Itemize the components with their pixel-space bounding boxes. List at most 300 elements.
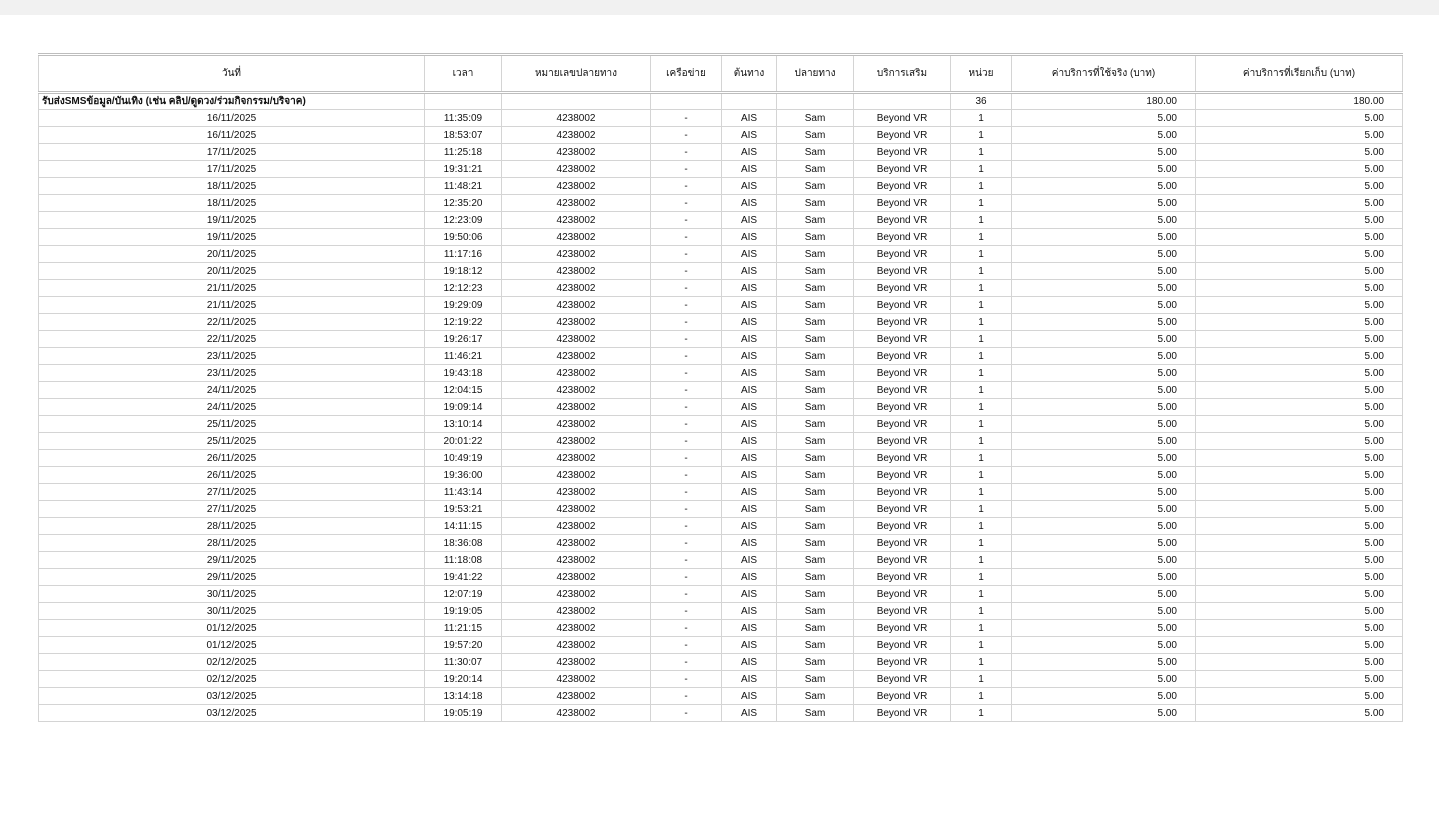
cell-network: - bbox=[651, 705, 722, 722]
cell-number: 4238002 bbox=[502, 246, 651, 263]
cell-destination: Sam bbox=[777, 518, 854, 535]
cell-network: - bbox=[651, 637, 722, 654]
header-row bbox=[39, 55, 1403, 93]
cell-destination: Sam bbox=[777, 212, 854, 229]
cell-time: 12:35:20 bbox=[425, 195, 502, 212]
cell-time: 19:05:19 bbox=[425, 705, 502, 722]
billing-sheet bbox=[38, 53, 1402, 722]
cell-service: Beyond VR bbox=[854, 671, 951, 688]
cell-origin: AIS bbox=[722, 535, 777, 552]
cell-date: 25/11/2025 bbox=[39, 433, 425, 450]
cell-number: 4238002 bbox=[502, 297, 651, 314]
cell-unit: 1 bbox=[951, 433, 1012, 450]
cell-unit: 1 bbox=[951, 450, 1012, 467]
cell-network: - bbox=[651, 552, 722, 569]
cell-number: 4238002 bbox=[502, 518, 651, 535]
cell-number: 4238002 bbox=[502, 382, 651, 399]
cell-unit: 1 bbox=[951, 348, 1012, 365]
cell-network: - bbox=[651, 467, 722, 484]
header-origin: ต้นทาง bbox=[722, 55, 777, 93]
cell-time: 19:31:21 bbox=[425, 161, 502, 178]
cell-charged-fee: 5.00 bbox=[1196, 637, 1403, 654]
cell-unit: 1 bbox=[951, 518, 1012, 535]
cell-charged-fee: 5.00 bbox=[1196, 654, 1403, 671]
table-row bbox=[39, 178, 1403, 195]
group-unit: 36 bbox=[951, 93, 1012, 110]
cell-unit: 1 bbox=[951, 484, 1012, 501]
cell-time: 11:25:18 bbox=[425, 144, 502, 161]
cell-network: - bbox=[651, 212, 722, 229]
cell-time: 19:20:14 bbox=[425, 671, 502, 688]
cell-number: 4238002 bbox=[502, 195, 651, 212]
cell-origin: AIS bbox=[722, 637, 777, 654]
cell-date: 30/11/2025 bbox=[39, 586, 425, 603]
cell-date: 19/11/2025 bbox=[39, 229, 425, 246]
table-row bbox=[39, 552, 1403, 569]
cell-actual-fee: 5.00 bbox=[1012, 263, 1196, 280]
cell-charged-fee: 5.00 bbox=[1196, 382, 1403, 399]
cell-date: 24/11/2025 bbox=[39, 382, 425, 399]
cell-destination: Sam bbox=[777, 620, 854, 637]
cell-number: 4238002 bbox=[502, 110, 651, 127]
cell-date: 30/11/2025 bbox=[39, 603, 425, 620]
cell-unit: 1 bbox=[951, 212, 1012, 229]
cell-time: 10:49:19 bbox=[425, 450, 502, 467]
cell-actual-fee: 5.00 bbox=[1012, 212, 1196, 229]
cell-charged-fee: 5.00 bbox=[1196, 314, 1403, 331]
table-row bbox=[39, 161, 1403, 178]
cell-time: 19:19:05 bbox=[425, 603, 502, 620]
cell-service: Beyond VR bbox=[854, 229, 951, 246]
cell-origin: AIS bbox=[722, 569, 777, 586]
cell-destination: Sam bbox=[777, 144, 854, 161]
cell-unit: 1 bbox=[951, 586, 1012, 603]
cell-unit: 1 bbox=[951, 382, 1012, 399]
cell-service: Beyond VR bbox=[854, 603, 951, 620]
cell-date: 02/12/2025 bbox=[39, 671, 425, 688]
table-row bbox=[39, 416, 1403, 433]
cell-time: 14:11:15 bbox=[425, 518, 502, 535]
cell-destination: Sam bbox=[777, 535, 854, 552]
table-row bbox=[39, 144, 1403, 161]
cell-service: Beyond VR bbox=[854, 382, 951, 399]
cell-actual-fee: 5.00 bbox=[1012, 314, 1196, 331]
cell-unit: 1 bbox=[951, 144, 1012, 161]
cell-unit: 1 bbox=[951, 467, 1012, 484]
cell-date: 29/11/2025 bbox=[39, 569, 425, 586]
cell-unit: 1 bbox=[951, 246, 1012, 263]
header-charged-fee: ค่าบริการที่เรียกเก็บ (บาท) bbox=[1196, 55, 1403, 93]
group-charged-fee: 180.00 bbox=[1196, 93, 1403, 110]
cell-charged-fee: 5.00 bbox=[1196, 144, 1403, 161]
cell-network: - bbox=[651, 586, 722, 603]
cell-origin: AIS bbox=[722, 603, 777, 620]
cell-charged-fee: 5.00 bbox=[1196, 433, 1403, 450]
cell-service: Beyond VR bbox=[854, 654, 951, 671]
cell-destination: Sam bbox=[777, 569, 854, 586]
cell-destination: Sam bbox=[777, 654, 854, 671]
cell-service: Beyond VR bbox=[854, 331, 951, 348]
cell-number: 4238002 bbox=[502, 450, 651, 467]
cell-time: 19:57:20 bbox=[425, 637, 502, 654]
cell-origin: AIS bbox=[722, 705, 777, 722]
cell-time: 19:43:18 bbox=[425, 365, 502, 382]
cell-unit: 1 bbox=[951, 637, 1012, 654]
cell-charged-fee: 5.00 bbox=[1196, 705, 1403, 722]
cell-time: 19:29:09 bbox=[425, 297, 502, 314]
cell-charged-fee: 5.00 bbox=[1196, 297, 1403, 314]
cell-charged-fee: 5.00 bbox=[1196, 671, 1403, 688]
cell-origin: AIS bbox=[722, 654, 777, 671]
cell-origin: AIS bbox=[722, 433, 777, 450]
cell-service: Beyond VR bbox=[854, 450, 951, 467]
cell-time: 12:23:09 bbox=[425, 212, 502, 229]
cell-unit: 1 bbox=[951, 161, 1012, 178]
cell-network: - bbox=[651, 178, 722, 195]
table-row bbox=[39, 654, 1403, 671]
cell-date: 23/11/2025 bbox=[39, 365, 425, 382]
cell-date: 27/11/2025 bbox=[39, 484, 425, 501]
cell-charged-fee: 5.00 bbox=[1196, 620, 1403, 637]
cell-number: 4238002 bbox=[502, 501, 651, 518]
cell-origin: AIS bbox=[722, 246, 777, 263]
cell-time: 11:46:21 bbox=[425, 348, 502, 365]
cell-actual-fee: 5.00 bbox=[1012, 280, 1196, 297]
cell-network: - bbox=[651, 654, 722, 671]
cell-time: 18:53:07 bbox=[425, 127, 502, 144]
table-row bbox=[39, 484, 1403, 501]
cell-network: - bbox=[651, 518, 722, 535]
cell-number: 4238002 bbox=[502, 127, 651, 144]
cell-time: 19:18:12 bbox=[425, 263, 502, 280]
cell-actual-fee: 5.00 bbox=[1012, 144, 1196, 161]
cell-actual-fee: 5.00 bbox=[1012, 671, 1196, 688]
cell-charged-fee: 5.00 bbox=[1196, 229, 1403, 246]
cell-date: 23/11/2025 bbox=[39, 348, 425, 365]
cell-service: Beyond VR bbox=[854, 484, 951, 501]
cell-destination: Sam bbox=[777, 110, 854, 127]
group-cell-time bbox=[425, 93, 502, 110]
cell-unit: 1 bbox=[951, 399, 1012, 416]
table-row bbox=[39, 348, 1403, 365]
cell-origin: AIS bbox=[722, 399, 777, 416]
cell-service: Beyond VR bbox=[854, 399, 951, 416]
cell-unit: 1 bbox=[951, 314, 1012, 331]
cell-number: 4238002 bbox=[502, 229, 651, 246]
table-row bbox=[39, 263, 1403, 280]
cell-actual-fee: 5.00 bbox=[1012, 110, 1196, 127]
cell-actual-fee: 5.00 bbox=[1012, 178, 1196, 195]
cell-unit: 1 bbox=[951, 620, 1012, 637]
cell-number: 4238002 bbox=[502, 484, 651, 501]
table-row bbox=[39, 586, 1403, 603]
header-dest-number: หมายเลขปลายทาง bbox=[502, 55, 651, 93]
cell-unit: 1 bbox=[951, 569, 1012, 586]
cell-network: - bbox=[651, 331, 722, 348]
table-row bbox=[39, 518, 1403, 535]
cell-charged-fee: 5.00 bbox=[1196, 331, 1403, 348]
cell-destination: Sam bbox=[777, 263, 854, 280]
cell-number: 4238002 bbox=[502, 433, 651, 450]
table-row bbox=[39, 671, 1403, 688]
cell-network: - bbox=[651, 382, 722, 399]
cell-number: 4238002 bbox=[502, 178, 651, 195]
table-row bbox=[39, 297, 1403, 314]
cell-actual-fee: 5.00 bbox=[1012, 518, 1196, 535]
cell-actual-fee: 5.00 bbox=[1012, 229, 1196, 246]
cell-actual-fee: 5.00 bbox=[1012, 433, 1196, 450]
cell-destination: Sam bbox=[777, 399, 854, 416]
cell-destination: Sam bbox=[777, 484, 854, 501]
cell-unit: 1 bbox=[951, 501, 1012, 518]
table-row bbox=[39, 280, 1403, 297]
cell-charged-fee: 5.00 bbox=[1196, 535, 1403, 552]
cell-destination: Sam bbox=[777, 450, 854, 467]
group-cell-service bbox=[854, 93, 951, 110]
cell-date: 01/12/2025 bbox=[39, 620, 425, 637]
cell-number: 4238002 bbox=[502, 331, 651, 348]
cell-network: - bbox=[651, 450, 722, 467]
cell-destination: Sam bbox=[777, 331, 854, 348]
cell-time: 19:50:06 bbox=[425, 229, 502, 246]
cell-service: Beyond VR bbox=[854, 365, 951, 382]
cell-actual-fee: 5.00 bbox=[1012, 450, 1196, 467]
cell-unit: 1 bbox=[951, 688, 1012, 705]
cell-service: Beyond VR bbox=[854, 297, 951, 314]
cell-unit: 1 bbox=[951, 603, 1012, 620]
top-band bbox=[0, 0, 1439, 15]
cell-destination: Sam bbox=[777, 348, 854, 365]
cell-service: Beyond VR bbox=[854, 467, 951, 484]
cell-service: Beyond VR bbox=[854, 705, 951, 722]
cell-number: 4238002 bbox=[502, 705, 651, 722]
cell-origin: AIS bbox=[722, 127, 777, 144]
cell-destination: Sam bbox=[777, 671, 854, 688]
table-row bbox=[39, 314, 1403, 331]
cell-origin: AIS bbox=[722, 416, 777, 433]
cell-number: 4238002 bbox=[502, 348, 651, 365]
table-row bbox=[39, 467, 1403, 484]
cell-time: 11:43:14 bbox=[425, 484, 502, 501]
cell-number: 4238002 bbox=[502, 569, 651, 586]
cell-destination: Sam bbox=[777, 637, 854, 654]
cell-origin: AIS bbox=[722, 110, 777, 127]
cell-charged-fee: 5.00 bbox=[1196, 688, 1403, 705]
cell-actual-fee: 5.00 bbox=[1012, 348, 1196, 365]
cell-unit: 1 bbox=[951, 416, 1012, 433]
header-unit: หน่วย bbox=[951, 55, 1012, 93]
cell-number: 4238002 bbox=[502, 535, 651, 552]
cell-service: Beyond VR bbox=[854, 178, 951, 195]
cell-network: - bbox=[651, 127, 722, 144]
cell-date: 16/11/2025 bbox=[39, 110, 425, 127]
cell-actual-fee: 5.00 bbox=[1012, 620, 1196, 637]
cell-network: - bbox=[651, 348, 722, 365]
cell-service: Beyond VR bbox=[854, 110, 951, 127]
cell-service: Beyond VR bbox=[854, 688, 951, 705]
cell-origin: AIS bbox=[722, 348, 777, 365]
cell-charged-fee: 5.00 bbox=[1196, 127, 1403, 144]
cell-destination: Sam bbox=[777, 552, 854, 569]
header-date: วันที่ bbox=[39, 55, 425, 93]
cell-network: - bbox=[651, 161, 722, 178]
cell-origin: AIS bbox=[722, 229, 777, 246]
cell-network: - bbox=[651, 535, 722, 552]
cell-time: 19:53:21 bbox=[425, 501, 502, 518]
cell-date: 01/12/2025 bbox=[39, 637, 425, 654]
cell-number: 4238002 bbox=[502, 586, 651, 603]
cell-service: Beyond VR bbox=[854, 552, 951, 569]
table-row bbox=[39, 365, 1403, 382]
group-label: รับส่งSMSข้อมูล/บันเทิง (เช่น คลิป/ดูดวง/ร่วมกิจกรรม/บริจาค) bbox=[39, 93, 425, 110]
cell-destination: Sam bbox=[777, 382, 854, 399]
cell-charged-fee: 5.00 bbox=[1196, 586, 1403, 603]
cell-destination: Sam bbox=[777, 161, 854, 178]
cell-date: 22/11/2025 bbox=[39, 331, 425, 348]
cell-time: 11:17:16 bbox=[425, 246, 502, 263]
cell-actual-fee: 5.00 bbox=[1012, 586, 1196, 603]
cell-destination: Sam bbox=[777, 365, 854, 382]
cell-unit: 1 bbox=[951, 127, 1012, 144]
cell-actual-fee: 5.00 bbox=[1012, 127, 1196, 144]
cell-actual-fee: 5.00 bbox=[1012, 654, 1196, 671]
cell-actual-fee: 5.00 bbox=[1012, 365, 1196, 382]
cell-time: 13:10:14 bbox=[425, 416, 502, 433]
cell-date: 17/11/2025 bbox=[39, 161, 425, 178]
table-row bbox=[39, 127, 1403, 144]
cell-origin: AIS bbox=[722, 450, 777, 467]
cell-network: - bbox=[651, 569, 722, 586]
cell-network: - bbox=[651, 280, 722, 297]
cell-network: - bbox=[651, 144, 722, 161]
cell-network: - bbox=[651, 603, 722, 620]
cell-actual-fee: 5.00 bbox=[1012, 297, 1196, 314]
cell-charged-fee: 5.00 bbox=[1196, 552, 1403, 569]
cell-service: Beyond VR bbox=[854, 569, 951, 586]
cell-origin: AIS bbox=[722, 586, 777, 603]
cell-date: 19/11/2025 bbox=[39, 212, 425, 229]
table-row bbox=[39, 229, 1403, 246]
group-cell-network bbox=[651, 93, 722, 110]
cell-service: Beyond VR bbox=[854, 246, 951, 263]
cell-service: Beyond VR bbox=[854, 586, 951, 603]
cell-charged-fee: 5.00 bbox=[1196, 484, 1403, 501]
cell-network: - bbox=[651, 484, 722, 501]
cell-origin: AIS bbox=[722, 212, 777, 229]
cell-actual-fee: 5.00 bbox=[1012, 603, 1196, 620]
cell-charged-fee: 5.00 bbox=[1196, 569, 1403, 586]
cell-origin: AIS bbox=[722, 314, 777, 331]
cell-network: - bbox=[651, 297, 722, 314]
cell-date: 03/12/2025 bbox=[39, 705, 425, 722]
cell-service: Beyond VR bbox=[854, 280, 951, 297]
cell-origin: AIS bbox=[722, 552, 777, 569]
cell-date: 26/11/2025 bbox=[39, 467, 425, 484]
cell-origin: AIS bbox=[722, 297, 777, 314]
cell-charged-fee: 5.00 bbox=[1196, 280, 1403, 297]
cell-destination: Sam bbox=[777, 246, 854, 263]
cell-service: Beyond VR bbox=[854, 263, 951, 280]
cell-actual-fee: 5.00 bbox=[1012, 688, 1196, 705]
cell-origin: AIS bbox=[722, 484, 777, 501]
table-row bbox=[39, 382, 1403, 399]
cell-number: 4238002 bbox=[502, 552, 651, 569]
cell-origin: AIS bbox=[722, 620, 777, 637]
cell-actual-fee: 5.00 bbox=[1012, 195, 1196, 212]
cell-charged-fee: 5.00 bbox=[1196, 348, 1403, 365]
header-destination: ปลายทาง bbox=[777, 55, 854, 93]
cell-network: - bbox=[651, 229, 722, 246]
cell-charged-fee: 5.00 bbox=[1196, 365, 1403, 382]
cell-service: Beyond VR bbox=[854, 535, 951, 552]
cell-service: Beyond VR bbox=[854, 127, 951, 144]
cell-unit: 1 bbox=[951, 654, 1012, 671]
cell-actual-fee: 5.00 bbox=[1012, 552, 1196, 569]
cell-origin: AIS bbox=[722, 501, 777, 518]
cell-actual-fee: 5.00 bbox=[1012, 705, 1196, 722]
cell-destination: Sam bbox=[777, 314, 854, 331]
cell-destination: Sam bbox=[777, 178, 854, 195]
table-row bbox=[39, 246, 1403, 263]
cell-destination: Sam bbox=[777, 433, 854, 450]
cell-number: 4238002 bbox=[502, 688, 651, 705]
cell-service: Beyond VR bbox=[854, 518, 951, 535]
cell-date: 22/11/2025 bbox=[39, 314, 425, 331]
cell-origin: AIS bbox=[722, 382, 777, 399]
cell-time: 19:41:22 bbox=[425, 569, 502, 586]
cell-unit: 1 bbox=[951, 195, 1012, 212]
cell-network: - bbox=[651, 671, 722, 688]
cell-actual-fee: 5.00 bbox=[1012, 246, 1196, 263]
cell-time: 11:30:07 bbox=[425, 654, 502, 671]
cell-time: 11:21:15 bbox=[425, 620, 502, 637]
cell-number: 4238002 bbox=[502, 144, 651, 161]
group-cell-number bbox=[502, 93, 651, 110]
table-row bbox=[39, 433, 1403, 450]
group-actual-fee: 180.00 bbox=[1012, 93, 1196, 110]
cell-charged-fee: 5.00 bbox=[1196, 603, 1403, 620]
table-row bbox=[39, 620, 1403, 637]
table-row bbox=[39, 195, 1403, 212]
cell-date: 16/11/2025 bbox=[39, 127, 425, 144]
cell-date: 02/12/2025 bbox=[39, 654, 425, 671]
cell-actual-fee: 5.00 bbox=[1012, 569, 1196, 586]
cell-network: - bbox=[651, 110, 722, 127]
cell-date: 29/11/2025 bbox=[39, 552, 425, 569]
cell-service: Beyond VR bbox=[854, 501, 951, 518]
group-cell-origin bbox=[722, 93, 777, 110]
cell-charged-fee: 5.00 bbox=[1196, 212, 1403, 229]
cell-time: 11:35:09 bbox=[425, 110, 502, 127]
cell-actual-fee: 5.00 bbox=[1012, 637, 1196, 654]
cell-actual-fee: 5.00 bbox=[1012, 416, 1196, 433]
table-row bbox=[39, 501, 1403, 518]
cell-date: 03/12/2025 bbox=[39, 688, 425, 705]
cell-number: 4238002 bbox=[502, 212, 651, 229]
cell-network: - bbox=[651, 416, 722, 433]
cell-time: 12:04:15 bbox=[425, 382, 502, 399]
header-network: เครือข่าย bbox=[651, 55, 722, 93]
cell-origin: AIS bbox=[722, 331, 777, 348]
cell-number: 4238002 bbox=[502, 399, 651, 416]
cell-unit: 1 bbox=[951, 263, 1012, 280]
cell-date: 27/11/2025 bbox=[39, 501, 425, 518]
cell-unit: 1 bbox=[951, 331, 1012, 348]
cell-service: Beyond VR bbox=[854, 212, 951, 229]
cell-time: 13:14:18 bbox=[425, 688, 502, 705]
cell-origin: AIS bbox=[722, 195, 777, 212]
cell-actual-fee: 5.00 bbox=[1012, 535, 1196, 552]
